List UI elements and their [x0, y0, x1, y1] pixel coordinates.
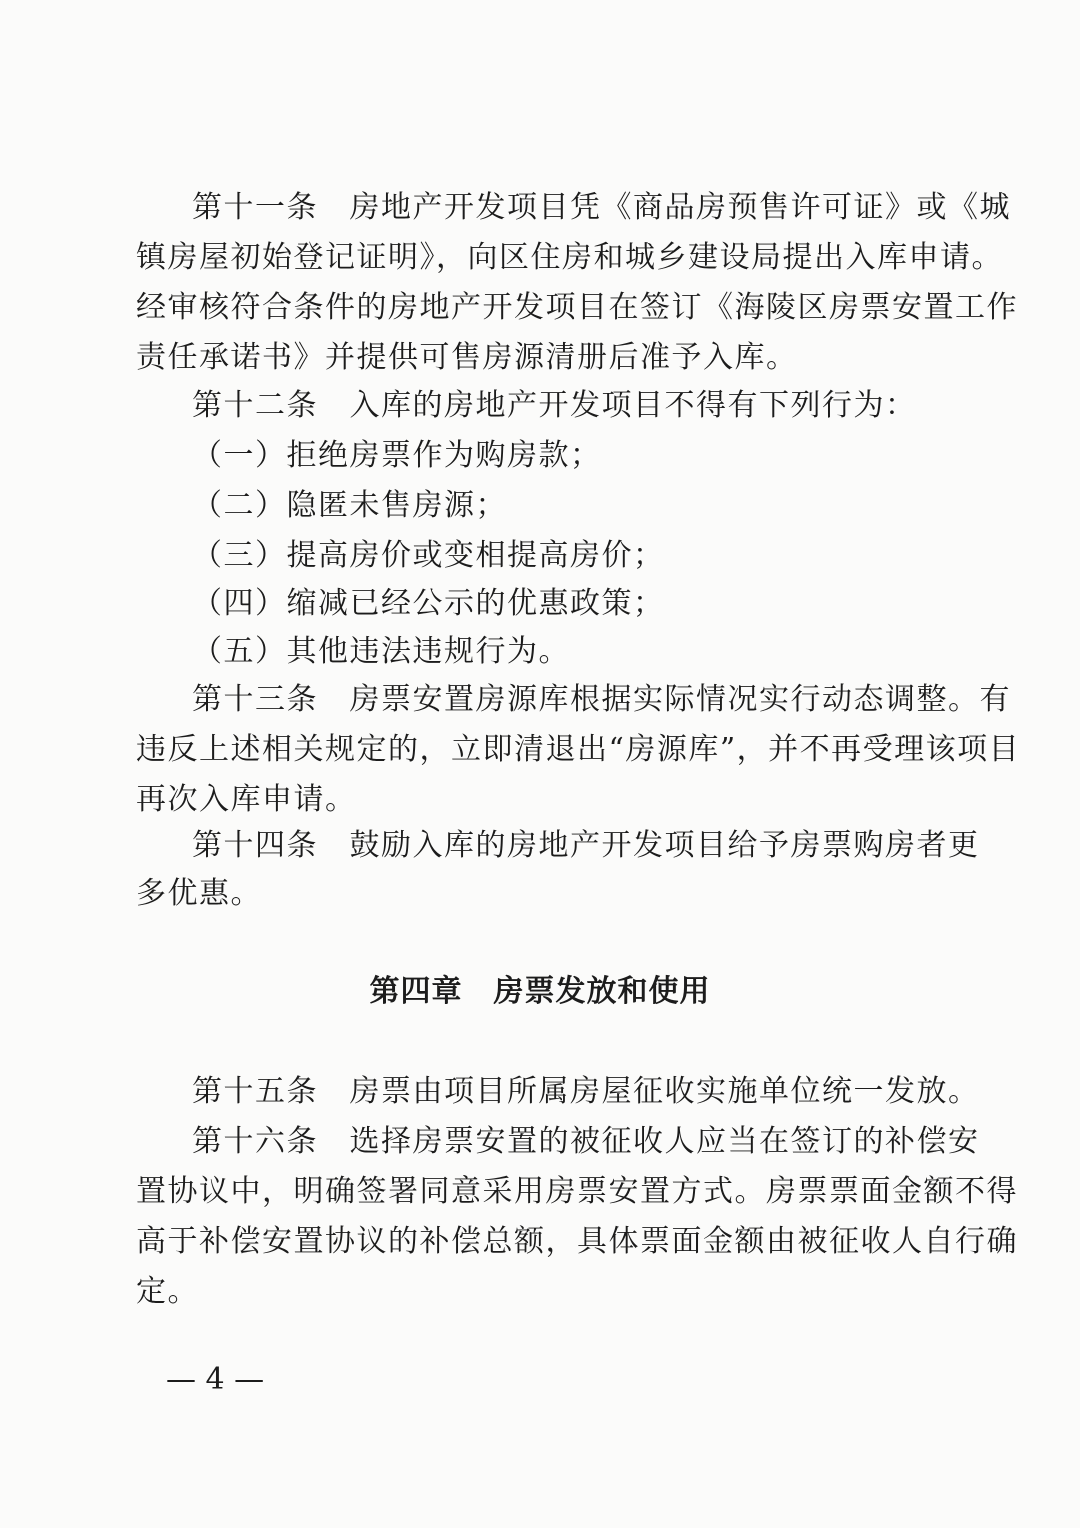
list-item-3: （三）提高房价或变相提高房价；: [192, 538, 665, 573]
article-11-line-4: 责任承诺书》并提供可售房源清册后准予入库。: [136, 340, 798, 375]
article-15-line-1: 第十五条 房票由项目所属房屋征收实施单位统一发放。: [192, 1074, 980, 1109]
article-14-line-1: 第十四条 鼓励入库的房地产开发项目给予房票购房者更: [192, 828, 980, 863]
article-16-line-2: 置协议中，明确签署同意采用房票安置方式。房票票面金额不得: [136, 1174, 1018, 1209]
article-11-line-2: 镇房屋初始登记证明》，向区住房和城乡建设局提出入库申请。: [136, 240, 1003, 275]
list-item-5: （五）其他违法违规行为。: [192, 634, 570, 669]
article-16-line-1: 第十六条 选择房票安置的被征收人应当在签订的补偿安: [192, 1124, 980, 1159]
article-11-line-3: 经审核符合条件的房地产开发项目在签订《海陵区房票安置工作: [136, 290, 1018, 325]
article-13-line-3: 再次入库申请。: [136, 782, 357, 817]
article-16-line-4: 定。: [136, 1274, 199, 1309]
article-12-line-1: 第十二条 入库的房地产开发项目不得有下列行为：: [192, 388, 917, 423]
list-item-2: （二）隐匿未售房源；: [192, 488, 507, 523]
article-13-line-1: 第十三条 房票安置房源库根据实际情况实行动态调整。有: [192, 682, 1011, 717]
chapter-heading: 第四章 房票发放和使用: [369, 974, 711, 1009]
article-16-line-3: 高于补偿安置协议的补偿总额，具体票面金额由被征收人自行确: [136, 1224, 1018, 1259]
article-13-line-2: 违反上述相关规定的，立即清退出“房源库”，并不再受理该项目: [136, 732, 1021, 767]
list-item-1: （一）拒绝房票作为购房款；: [192, 438, 602, 473]
list-item-4: （四）缩减已经公示的优惠政策；: [192, 586, 665, 621]
article-14-line-2: 多优惠。: [136, 876, 262, 911]
page-number: — 4 —: [166, 1362, 265, 1397]
article-11-line-1: 第十一条 房地产开发项目凭《商品房预售许可证》或《城: [192, 190, 1011, 225]
